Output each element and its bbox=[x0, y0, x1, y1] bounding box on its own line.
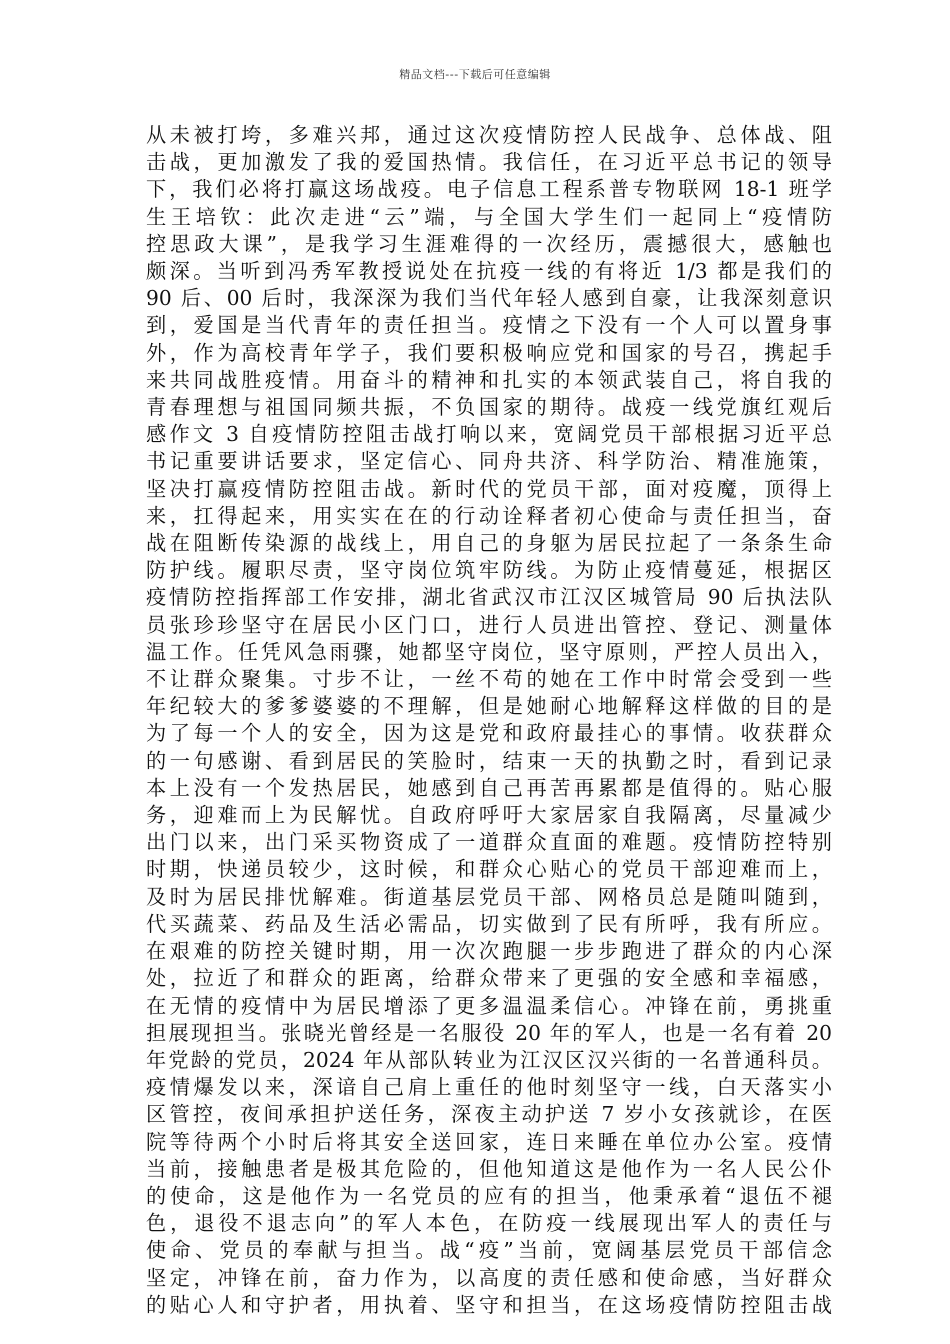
text-line: 外，作为高校青年学子，我们要积极响应党和国家的号召，携起手 bbox=[146, 340, 832, 365]
text-line: 在无情的疫情中为居民增添了更多温温柔信心。冲锋在前，勇挑重 bbox=[146, 993, 832, 1018]
text-line: 90 后、00 后时，我深深为我们当代年轻人感到自豪，让我深刻意识 bbox=[146, 286, 832, 311]
text-line: 击战，更加激发了我的爱国热情。我信任，在习近平总书记的领导 bbox=[146, 150, 832, 175]
text-line: 区管控，夜间承担护送任务，深夜主动护送 7 岁小女孩就诊，在医 bbox=[146, 1102, 832, 1127]
text-line: 不让群众聚集。寸步不让，一丝不苟的她在工作中时常会受到一些 bbox=[146, 667, 832, 692]
text-line: 来共同战胜疫情。用奋斗的精神和扎实的本领武装自己，将自我的 bbox=[146, 367, 832, 392]
text-line: 坚决打赢疫情防控阻击战。新时代的党员干部，面对疫魔，顶得上 bbox=[146, 476, 832, 501]
text-line: 院等待两个小时后将其安全送回家，连日来睡在单位办公室。疫情 bbox=[146, 1129, 832, 1154]
text-line: 的使命，这是他作为一名党员的应有的担当，他秉承着“退伍不褪 bbox=[146, 1183, 832, 1208]
text-line: 防护线。履职尽责，坚守岗位筑牢防线。为防止疫情蔓延，根据区 bbox=[146, 558, 832, 583]
text-line: 生王培钦：此次走进“云”端，与全国大学生们一起同上“疫情防 bbox=[146, 204, 832, 229]
page-header: 精品文档---下载后可任意编辑 bbox=[399, 68, 551, 81]
text-line: 来，扛得起来，用实实在在的行动诠释者初心使命与责任担当，奋 bbox=[146, 503, 832, 528]
text-line: 青春理想与祖国同频共振，不负国家的期待。战疫一线党旗红观后 bbox=[146, 395, 832, 420]
text-line: 控思政大课”，是我学习生涯难得的一次经历，震撼很大，感触也 bbox=[146, 231, 832, 256]
text-line: 坚定，冲锋在前，奋力作为，以高度的责任感和使命感，当好群众 bbox=[146, 1265, 832, 1290]
text-line: 年党龄的党员，2024 年从部队转业为江汉区汉兴街的一名普通科员。 bbox=[146, 1047, 832, 1072]
text-line: 本上没有一个发热居民，她感到自己再苦再累都是值得的。贴心服 bbox=[146, 775, 832, 800]
text-line: 下，我们必将打赢这场战疫。电子信息工程系普专物联网 18-1 班学 bbox=[146, 177, 832, 202]
text-line: 代买蔬菜、药品及生活必需品，切实做到了民有所呼，我有所应。 bbox=[146, 911, 832, 936]
text-line: 员张珍珍坚守在居民小区门口，进行人员进出管控、登记、测量体 bbox=[146, 612, 832, 637]
text-line: 在艰难的防控关键时期，用一次次跑腿一步步跑进了群众的内心深 bbox=[146, 939, 832, 964]
text-line: 从未被打垮，多难兴邦，通过这次疫情防控人民战争、总体战、阻 bbox=[146, 123, 832, 147]
text-line: 时期，快递员较少，这时候，和群众心贴心的党员干部迎难而上， bbox=[146, 857, 832, 882]
text-line: 及时为居民排忧解难。街道基层党员干部、网格员总是随叫随到， bbox=[146, 884, 832, 909]
text-line: 书记重要讲话要求，坚定信心、同舟共济、科学防治、精准施策， bbox=[146, 449, 832, 474]
text-line: 务，迎难而上为民解忧。自政府呼吁大家居家自我隔离，尽量减少 bbox=[146, 803, 832, 828]
text-line: 颇深。当听到冯秀军教授说处在抗疫一线的有将近 1/3 都是我们的 bbox=[146, 259, 832, 284]
text-line: 出门以来，出门采买物资成了一道群众直面的难题。疫情防控特别 bbox=[146, 830, 832, 855]
text-line: 感作文 3 自疫情防控阻击战打响以来，宽阔党员干部根据习近平总 bbox=[146, 422, 832, 447]
text-line: 的贴心人和守护者，用执着、坚守和担当，在这场疫情防控阻击战 bbox=[146, 1292, 832, 1317]
text-line: 到，爱国是当代青年的责任担当。疫情之下没有一个人可以置身事 bbox=[146, 313, 832, 338]
text-line: 为了每一个人的安全，因为这是党和政府最挂心的事情。收获群众 bbox=[146, 721, 832, 746]
text-line: 温工作。任凭风急雨骤，她都坚守岗位，坚守原则，严控人员出入， bbox=[146, 639, 832, 664]
text-line: 疫情爆发以来，深谙自己肩上重任的他时刻坚守一线，白天落实小 bbox=[146, 1075, 832, 1100]
text-line: 战在阻断传染源的战线上，用自己的身躯为居民拉起了一条条生命 bbox=[146, 531, 832, 556]
text-line: 使命、党员的奉献与担当。战“疫”当前，宽阔基层党员干部信念 bbox=[146, 1238, 832, 1263]
text-line: 的一句感谢、看到居民的笑脸时，结束一天的执勤之时，看到记录 bbox=[146, 748, 832, 773]
text-line: 处，拉近了和群众的距离，给群众带来了更强的安全感和幸福感， bbox=[146, 966, 832, 991]
text-line: 疫情防控指挥部工作安排，湖北省武汉市江汉区城管局 90 后执法队 bbox=[146, 585, 832, 610]
text-line: 年纪较大的爹爹婆婆的不理解，但是她耐心地解释这样做的目的是 bbox=[146, 694, 832, 719]
body-paragraph bbox=[146, 122, 832, 1319]
text-line: 当前，接触患者是极其危险的，但他知道这是他作为一名人民公仆 bbox=[146, 1156, 832, 1181]
text-line: 担展现担当。张晓光曾经是一名服役 20 年的军人，也是一名有着 20 bbox=[146, 1020, 832, 1045]
text-line: 色，退役不退志向”的军人本色，在防疫一线展现出军人的责任与 bbox=[146, 1211, 832, 1236]
